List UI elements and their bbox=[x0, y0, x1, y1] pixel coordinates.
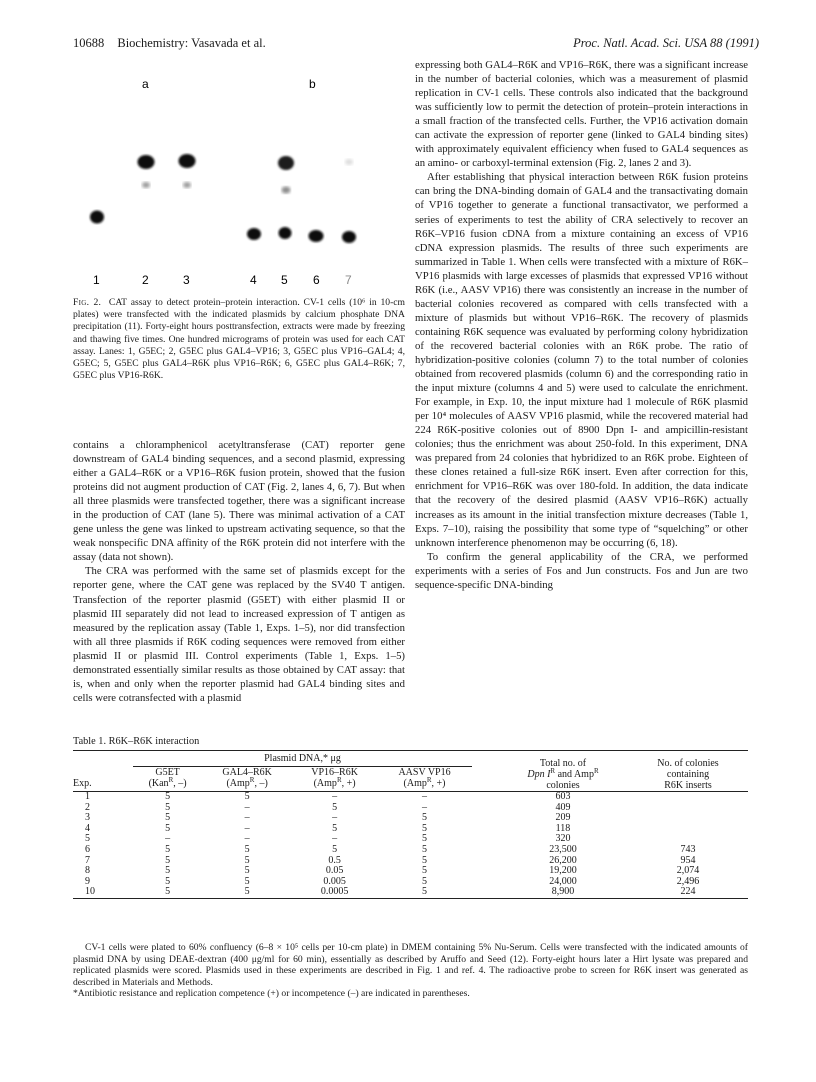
col-header-g5et: G5ET (Kan$^R$, –) bbox=[148, 767, 187, 789]
table-footnote-star: *Antibiotic resistance and replication competence (+) or incompetence (–) are indicated in parentheses. bbox=[73, 988, 470, 1000]
exp-number-cell: 6 bbox=[85, 843, 90, 855]
table-cell: 5 bbox=[422, 865, 428, 877]
table-row bbox=[73, 803, 748, 814]
table-cell: 5 bbox=[422, 843, 428, 855]
table-cell: 24,000 bbox=[549, 875, 577, 887]
paragraph: expressing both GAL4–R6K and VP16–R6K, there was a significant increase in the number of bacterial colonies, which was a measurement of plasmid replication in CV-1 cells. These controls also indicated that the background was sufficiently low to permit the detection of protein–protein interactions in a small fraction of the transfected cells. Further, the VP16 activation domain can activate the expression of reporter gene (linked to GAL4 binding sites) with approximately equivalent efficiency when fused to GAL4 sequences as an amino- or carboxyl-terminal extension (Fig. 2, lanes 2 and 3). bbox=[415, 59, 748, 170]
paragraph: After establishing that physical interaction between R6K fusion proteins can bring the DNA-binding domain of GAL4 and the transactivating domain of VP16 together to generate a functional transactivator, we performed a series of experiments to test the ability of CRA selectively to recover an R6K–VP16 fusion cDNA from a mixture containing an excess of VP16 cDNA expression plasmids. The results of three such experiments are summarized in Table 1. When cells were transfected with a mixture of R6K–VP16 plasmids with large excesses of plasmids that expressed VP16 without R6K (i.e., AASV VP16) there was consistently an increase in the number of bacterial colonies recovered as compared with cells transfected with a mixture of plasmids but without VP16–R6K. The recovery of plasmids containing R6K sequence was evaluated by performing colony hybridization of the recovered bacterial colonies with an R6K probe. The ratio of hybridization-positive colonies (column 7) to the total number of colonies obtained from recovered plasmids (column 6) and the corresponding ratio in the input mixture (columns 4 and 5) were used to calculate the enrichment. For example, in Exp. 10, the input mixture had 1 molecule of R6K plasmid per 10⁴ molecules of AASV VP16 plasmid, while the recovered material had 224 R6K-positive colonies out of 8900 Dpn I- and ampicillin-resistant colonies; thus the enrichment was about 250-fold. In this experiment, DNA was prepared from 24 colonies that hybridized to an R6K probe. Eighteen of these clones retained a full-size R6K insert. Even after correction for this, enrichment for VP16–R6K was over 180-fold. In addition, the data indicate that the recovery of the desired plasmid (AASV VP16–R6K) actually increases as its amount in the initial transfection mixture decreases (Table 1, Exps. 7–10), raising the possibility that some type of “squelching” or other unknown interference phenomenon may be occurring (6, 18). bbox=[415, 171, 748, 549]
spot-lane5-faint bbox=[282, 187, 291, 194]
table-row bbox=[73, 813, 748, 824]
paragraph: To confirm the general applicability of the CRA, we performed experiments with a series of Fos and Jun constructs. Fos and Jun are two sequence-specific DNA-binding bbox=[415, 550, 748, 591]
table-footnotes bbox=[73, 942, 748, 1000]
table-cell bbox=[628, 813, 748, 824]
table-cell: 23,500 bbox=[549, 843, 577, 855]
cat-assay-autoradiograph bbox=[73, 60, 405, 300]
spot-lane4 bbox=[247, 228, 261, 240]
table-cell: 5 bbox=[165, 854, 171, 866]
table-cell: 5 bbox=[165, 812, 171, 824]
table-cell: 5 bbox=[165, 886, 171, 898]
table-cell: – bbox=[422, 791, 428, 802]
table-cell: 0.005 bbox=[323, 875, 346, 887]
table-row bbox=[73, 845, 748, 856]
table-cell: 5 bbox=[165, 865, 171, 877]
table-cell: 224 bbox=[680, 886, 696, 898]
table-cell: 5 bbox=[422, 833, 428, 845]
table-row bbox=[73, 866, 748, 877]
col-header-aasv-vp16: AASV VP16 (Amp$^R$, +) bbox=[398, 767, 451, 789]
exp-number-cell: 3 bbox=[85, 812, 90, 824]
paragraph: contains a chloramphenicol acetyltransferase (CAT) reporter gene downstream of GAL4 binding sequences, and a second plasmid, expressing either a GAL4–R6K or a VP16–R6K fusion protein, showed that the fusion proteins did not augment production of CAT (Fig. 2, lanes 4, 6, 7). But when all three plasmids were transfected together, there was a significant increase in the production of CAT (lane 5). There was minimal activation of a CAT gene unless the gene was linked to upstream activating sequence, so that the weak nonspecific DNA affinity of the R6K protein did not interfere with the assay (data not shown). bbox=[73, 439, 405, 564]
running-header-right: Proc. Natl. Acad. Sci. USA 88 (1991) bbox=[573, 36, 759, 50]
col-header-gal4-r6k: GAL4–R6K (Amp$^R$, –) bbox=[222, 767, 272, 789]
panel-label-a: a bbox=[142, 77, 149, 91]
table-cell: 26,200 bbox=[549, 854, 577, 866]
table-row bbox=[73, 834, 748, 845]
table-cell: 5 bbox=[332, 843, 338, 855]
journal-section: Biochemistry: Vasavada et al. bbox=[117, 36, 266, 50]
table-cell: 5 bbox=[165, 875, 171, 887]
table-cell: 5 bbox=[244, 791, 250, 802]
spot-lane1-acetylated bbox=[90, 211, 104, 224]
exp-number-cell: 4 bbox=[85, 822, 90, 834]
caption-text: CAT assay to detect protein–protein interaction. CV-1 cells (10⁶ in 10-cm plates) were transfected with the indicated plasmids by calcium phosphate DNA precipitation (11). Forty-eight hours posttransfection, extracts were made by freezing and thawing five times. One hundred micrograms of protein was used for each CAT assay. Lanes: 1, G5EC; 2, G5EC plus GAL4–VP16; 3, G5EC plus VP16–GAL4; 4, G5EC; 5, G5EC plus GAL4–R6K plus VP16–R6K; 6, G5EC plus GAL4–R6K; 7, G5EC plus VP16-R6K. bbox=[73, 297, 405, 382]
exp-number-cell: 2 bbox=[85, 801, 90, 813]
table-row bbox=[73, 856, 748, 867]
table-cell: 209 bbox=[555, 812, 571, 824]
lane-label: 5 bbox=[281, 273, 288, 287]
left-column bbox=[73, 438, 405, 705]
table-cell: – bbox=[244, 822, 250, 834]
table-row bbox=[73, 877, 748, 888]
r6k-colonies-header: No. of colonies containing R6K inserts bbox=[657, 758, 719, 791]
plasmid-group-header: Plasmid DNA,* μg bbox=[133, 751, 472, 767]
table-row bbox=[73, 824, 748, 835]
table-cell: 0.05 bbox=[325, 865, 344, 877]
table-cell: – bbox=[332, 791, 338, 802]
table-cell: 5 bbox=[165, 843, 171, 855]
lane-label: 3 bbox=[183, 273, 190, 287]
table-cell: 5 bbox=[422, 812, 428, 824]
table-cell: – bbox=[422, 801, 428, 813]
table-cell: 5 bbox=[165, 801, 171, 813]
table-cell: 2,496 bbox=[676, 875, 700, 887]
figure-caption bbox=[73, 297, 405, 382]
table-title: Table 1. R6K–R6K interaction bbox=[73, 736, 200, 747]
spot-lane6 bbox=[309, 230, 324, 242]
table-cell: 8,900 bbox=[551, 886, 575, 898]
spot-lane7 bbox=[342, 231, 356, 243]
table-cell: 5 bbox=[165, 791, 171, 802]
table-cell: 5 bbox=[422, 875, 428, 887]
table-cell: 2,074 bbox=[676, 865, 700, 877]
lane-label: 4 bbox=[250, 273, 257, 287]
table-cell: 5 bbox=[332, 801, 338, 813]
table-cell: 19,200 bbox=[549, 865, 577, 877]
table-cell bbox=[628, 824, 748, 835]
table-cell: 118 bbox=[555, 822, 571, 834]
figure-2 bbox=[73, 60, 405, 300]
spot-lane3-upper bbox=[179, 154, 196, 168]
table-cell: 603 bbox=[555, 791, 571, 802]
table-cell: – bbox=[332, 833, 338, 845]
table-cell: – bbox=[332, 812, 338, 824]
table-cell: 5 bbox=[244, 886, 250, 898]
exp-number-cell: 1 bbox=[85, 791, 90, 802]
table-cell: 5 bbox=[244, 843, 250, 855]
exp-number-cell: 10 bbox=[85, 886, 95, 898]
table-cell: 0.0005 bbox=[320, 886, 349, 898]
lane-label: 7 bbox=[345, 273, 352, 287]
table-cell: 0.5 bbox=[328, 854, 341, 866]
table-cell bbox=[628, 803, 748, 814]
table-cell: 5 bbox=[422, 822, 428, 834]
table-cell: 5 bbox=[332, 822, 338, 834]
paragraph: The CRA was performed with the same set of plasmids except for the reporter gene, where the CAT gene was replaced by the SV40 T antigen. Transfection of the reporter plasmid (G5ET) with either plasmid II or plasmid III separately did not lead to increased expression of T antigen as measured by the replication assay (Table 1, Exps. 1–5), nor did transfection with all three plasmids if R6K coding sequences were removed from either plasmid II or plasmid III. Control experiments (Table 1, Exps. 1–5) demonstrated essentially similar results as those obtained by CAT assay: that is, when and only when the reporter plasmid had GAL4 binding sites and cells were cotransfected with a plasmid bbox=[73, 565, 405, 704]
table-cell bbox=[628, 792, 748, 803]
table-cell: – bbox=[244, 801, 250, 813]
table-cell: – bbox=[244, 812, 250, 824]
spot-lane2-faint bbox=[142, 182, 150, 188]
table-cell: 5 bbox=[244, 875, 250, 887]
table-cell: 409 bbox=[555, 801, 571, 813]
spot-lane2-upper bbox=[138, 155, 155, 169]
table-cell: 5 bbox=[244, 865, 250, 877]
table-body bbox=[73, 792, 748, 899]
running-header-left bbox=[73, 36, 266, 51]
col-header-vp16-r6k: VP16–R6K (Amp$^R$, +) bbox=[311, 767, 358, 789]
lane-label: 2 bbox=[142, 273, 149, 287]
page-number: 10688 bbox=[73, 36, 105, 50]
exp-header: Exp. bbox=[73, 778, 92, 789]
table-cell: 5 bbox=[244, 854, 250, 866]
exp-number-cell: 5 bbox=[85, 833, 90, 845]
table-row bbox=[73, 887, 748, 898]
total-colonies-header: Total no. of Dpn $I^R$ and Amp$^R$ colonies bbox=[527, 758, 599, 791]
spot-lane3-faint bbox=[183, 182, 191, 188]
table-footnote-main: CV-1 cells were plated to 60% confluency (6–8 × 10⁵ cells per 10-cm plate) in DMEM containing 5% Nu-Serum. Cells were transfected with the indicated amounts of plasmid DNA by using DEAE-dextran (400 μg/ml for 60 min), essentially as described by Aruffo and Seed (12). Forty-eight hours later a Hirt lysate was prepared and replicated plasmids were scored. Plasmids used in these experiments are described in Fig. 1 and ref. 4. The radioactive probe to screen for R6K insert was generated as described in Materials and Methods. bbox=[73, 942, 748, 988]
spot-lane7-upper bbox=[345, 159, 353, 165]
exp-number-cell: 9 bbox=[85, 875, 90, 887]
lane-label: 1 bbox=[93, 273, 100, 287]
caption-label: Fig. 2. bbox=[73, 297, 102, 308]
table-cell: – bbox=[244, 833, 250, 845]
table-cell: 954 bbox=[680, 854, 696, 866]
exp-number-cell: 7 bbox=[85, 854, 90, 866]
table-row bbox=[73, 792, 748, 803]
right-column bbox=[415, 58, 748, 592]
table-cell: – bbox=[165, 833, 171, 845]
exp-number-cell: 8 bbox=[85, 865, 90, 877]
panel-label-b: b bbox=[309, 77, 316, 91]
table-cell: 320 bbox=[555, 833, 571, 845]
table-cell: 5 bbox=[422, 886, 428, 898]
table-1 bbox=[73, 750, 748, 899]
spot-lane5-upper bbox=[278, 156, 294, 170]
table-cell: 5 bbox=[165, 822, 171, 834]
lane-label: 6 bbox=[313, 273, 320, 287]
table-cell: 5 bbox=[422, 854, 428, 866]
table-cell: 743 bbox=[680, 843, 696, 855]
spot-lane5-lower bbox=[279, 227, 292, 239]
